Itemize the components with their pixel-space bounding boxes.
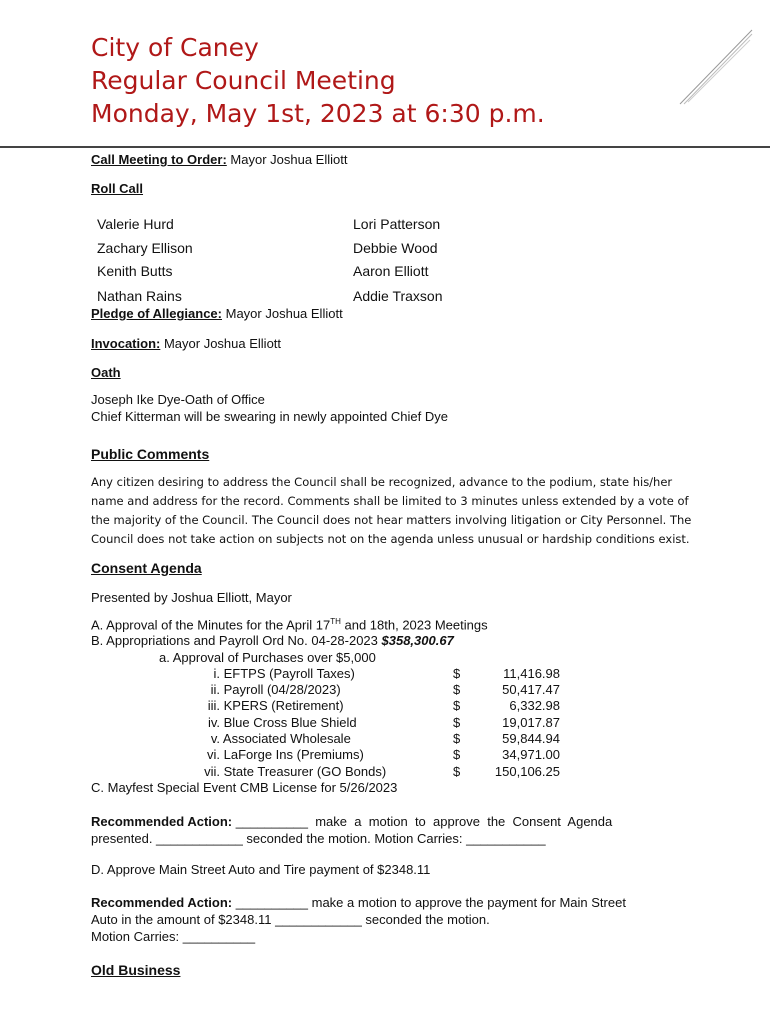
purchase-row: [160, 747, 420, 762]
public-comments-heading: Public Comments: [91, 446, 210, 462]
recommended-action-2-line3: Motion Carries: __________: [91, 929, 256, 944]
recommended-action-2-line2: Auto in the amount of $2348.11 ____________ seconded the motion.: [91, 912, 490, 927]
consent-agenda-heading: Consent Agenda: [91, 560, 202, 576]
consent-item-b-text: B. Appropriations and Payroll Ord No. 04-28-2023: [91, 633, 382, 648]
invocation-text: Mayor Joshua Elliott: [163, 336, 282, 351]
purchase-currency: $: [453, 747, 461, 762]
header-rule: [0, 146, 770, 148]
recommended-action-label: Recommended Action:: [91, 895, 233, 910]
purchase-name: Payroll (04/28/2023): [223, 682, 341, 697]
purchase-name: Associated Wholesale: [222, 731, 351, 746]
public-comments-line: the majority of the Council. The Council does not hear matters involving litigation or City Personnel. The: [91, 513, 692, 527]
purchase-num: iii.: [207, 698, 220, 713]
purchase-currency: $: [453, 715, 461, 730]
purchase-num: ii.: [210, 682, 220, 697]
recommended-action-text: __________ make a motion to approve the payment for Main Street: [232, 895, 626, 910]
consent-item-a-text: A. Approval of the Minutes for the April 17: [91, 617, 331, 633]
header-date: Monday, May 1st, 2023 at 6:30 p.m.: [91, 99, 545, 128]
roll-call-member: Lori Patterson: [353, 216, 441, 232]
purchase-amount: 50,417.47: [502, 682, 560, 697]
agenda-item-d: D. Approve Main Street Auto and Tire payment of $2348.11: [91, 862, 431, 877]
purchase-amount: 59,844.94: [502, 731, 560, 746]
consent-item-c: C. Mayfest Special Event CMB License for 5/26/2023: [91, 780, 398, 795]
roll-call-member: Zachary Ellison: [97, 240, 193, 256]
consent-item-b-total: $358,300.67: [381, 633, 454, 648]
oath-line: Chief Kitterman will be swearing in newly appointed Chief Dye: [91, 409, 448, 424]
recommended-action-1-line2: presented. ____________ seconded the motion. Motion Carries: ___________: [91, 831, 546, 846]
recommended-action-2: [91, 895, 626, 910]
oath-line: Joseph Ike Dye-Oath of Office: [91, 392, 265, 407]
header-city: City of Caney: [91, 33, 259, 62]
purchase-currency: $: [453, 682, 461, 697]
consent-item-a: [91, 617, 488, 632]
purchase-num: vi.: [207, 747, 220, 762]
call-to-order: [91, 152, 347, 167]
purchase-row: [160, 731, 420, 746]
purchase-name: LaForge Ins (Premiums): [223, 747, 364, 762]
purchase-num: vii.: [204, 764, 220, 779]
roll-call-member: Aaron Elliott: [353, 263, 429, 279]
purchase-name: KPERS (Retirement): [223, 698, 344, 713]
purchase-num: v.: [210, 731, 220, 746]
purchase-num: iv.: [207, 715, 220, 730]
public-comments-line: Any citizen desiring to address the Council shall be recognized, advance to the podium, state his/her: [91, 475, 673, 489]
purchase-amount: 11,416.98: [503, 666, 560, 681]
purchase-amount: 19,017.87: [502, 715, 560, 730]
decorative-lines: [676, 26, 756, 108]
purchase-name: State Treasurer (GO Bonds): [223, 764, 387, 779]
roll-call-member: Nathan Rains: [97, 288, 182, 304]
purchase-amount: 150,106.25: [494, 764, 560, 779]
roll-call-heading: Roll Call: [91, 181, 144, 196]
oath-heading: Oath: [91, 365, 121, 380]
roll-call-member: Debbie Wood: [353, 240, 438, 256]
purchase-currency: $: [453, 764, 461, 779]
consent-presented-by: Presented by Joshua Elliott, Mayor: [91, 590, 292, 605]
consent-item-b: [91, 633, 454, 648]
purchase-name: EFTPS (Payroll Taxes): [223, 666, 355, 681]
consent-item-a-suffix: and 18th, 2023 Meetings: [340, 617, 488, 633]
public-comments-line: Council does not take action on subjects not on the agenda unless unusual or hardship conditions exist.: [91, 532, 690, 546]
purchase-amount: 34,971.00: [502, 747, 560, 762]
pledge-label: Pledge of Allegiance:: [91, 306, 222, 321]
roll-call-member: Kenith Butts: [97, 263, 173, 279]
purchase-currency: $: [453, 698, 461, 713]
purchase-row: [160, 682, 420, 697]
roll-call-member: Addie Traxson: [353, 288, 443, 304]
purchase-row: [160, 698, 420, 713]
purchase-row: [160, 764, 420, 779]
recommended-action-1: [91, 814, 612, 829]
purchase-name: Blue Cross Blue Shield: [223, 715, 357, 730]
purchase-num: i.: [213, 666, 220, 681]
roll-call-member: Valerie Hurd: [97, 216, 174, 232]
purchase-row: [160, 715, 420, 730]
invocation: [91, 336, 281, 351]
header-meeting-type: Regular Council Meeting: [91, 66, 396, 95]
purchase-row: [160, 666, 420, 681]
consent-item-a-sup: TH: [330, 617, 341, 626]
recommended-action-label: Recommended Action:: [91, 814, 233, 829]
call-to-order-label: Call Meeting to Order:: [91, 152, 227, 167]
pledge-text: Mayor Joshua Elliott: [225, 306, 343, 321]
invocation-label: Invocation:: [91, 336, 161, 351]
purchase-amount: 6,332.98: [509, 698, 560, 713]
recommended-action-text: __________ make a motion to approve the Consent Agenda: [232, 814, 613, 829]
purchase-currency: $: [453, 666, 461, 681]
public-comments-line: name and address for the record. Comments shall be limited to 3 minutes unless extended by a vote of: [91, 494, 689, 508]
call-to-order-text: Mayor Joshua Elliott: [230, 152, 348, 167]
consent-sub-a: a. Approval of Purchases over $5,000: [159, 650, 376, 665]
purchase-currency: $: [453, 731, 461, 746]
old-business-heading: Old Business: [91, 962, 181, 978]
pledge: [91, 306, 343, 321]
